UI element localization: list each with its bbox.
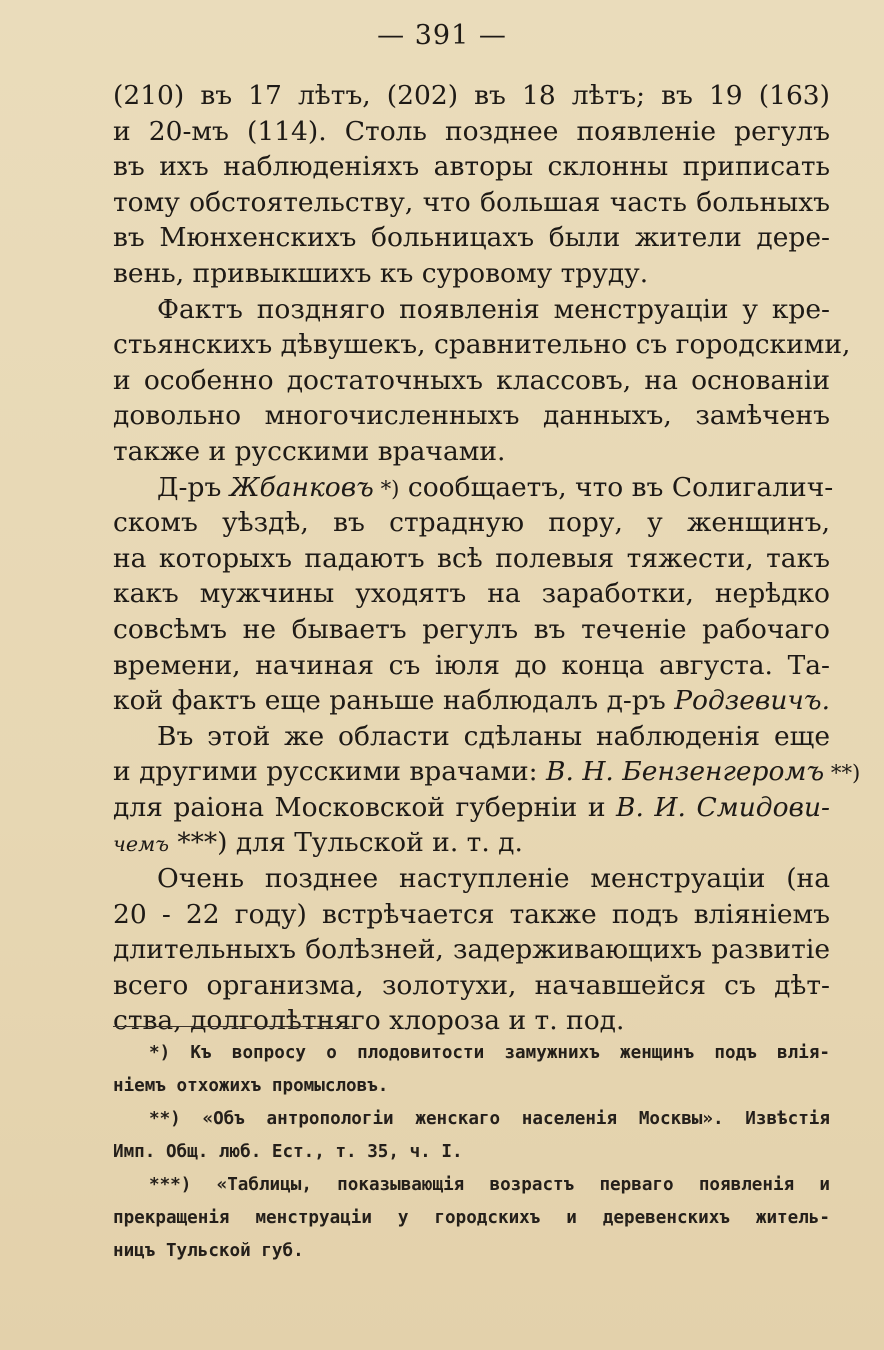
text-line: и особенно достаточныхъ классовъ, на основаніи [113, 364, 830, 396]
footnote-line: ніемъ отхожихъ промысловъ. [113, 1076, 389, 1096]
text-line: довольно многочисленныхъ данныхъ, замѣченъ [113, 400, 830, 432]
text-fragment: сообщаетъ, что въ Солигалич- [399, 471, 834, 503]
text-line: и 20-мъ (114). Столь позднее появленіе регулъ [113, 115, 830, 147]
text-line: длительныхъ болѣзней, задерживающихъ развитіе [113, 934, 830, 966]
text-fragment: кой фактъ еще раньше наблюдалъ д-ръ [113, 685, 675, 717]
text-line: всего организма, золотухи, начавшейся съ дѣт- [113, 969, 830, 1001]
text-line: также и русскими врачами. [113, 435, 506, 467]
text-line: Въ этой же области сдѣланы наблюденія еще [157, 720, 830, 752]
text-fragment: Д-ръ [157, 471, 230, 503]
footnote-line: прекращенія менструаціи у городскихъ и деревенскихъ житель- [113, 1208, 830, 1228]
text-line: Очень позднее наступленіе менструаціи (на [157, 863, 830, 895]
text-line: ства, долголѣтняго хлороза и т. под. [113, 1005, 625, 1037]
text-line: совсѣмъ не бываетъ регулъ въ теченіе рабочаго [113, 613, 830, 645]
text-line: на которыхъ падаютъ всѣ полевыя тяжести, такъ [113, 542, 830, 574]
footnotes [113, 1037, 830, 1268]
text-line [113, 470, 834, 506]
text-fragment: и другими русскими врачами: [113, 756, 546, 788]
text-line: какъ мужчины уходятъ на заработки, нерѣдко [113, 578, 830, 610]
person-name: Жбанковъ [229, 471, 374, 503]
footnote-divider [113, 1026, 353, 1027]
person-name: В. Н. Бензенгеромъ [546, 756, 825, 788]
text-line: вень, привыкшихъ къ суровому труду. [113, 257, 649, 289]
footnote-line: Имп. Общ. люб. Ест., т. 35, ч. I. [113, 1142, 463, 1162]
text-line [113, 790, 830, 826]
text-line [113, 683, 830, 719]
text-line: Фактъ поздняго появленія менструаціи у кре- [157, 293, 830, 325]
text-line: скомъ уѣздѣ, въ страдную пору, у женщинъ, [113, 507, 830, 539]
person-name: Родзевичъ. [674, 685, 830, 717]
footnote-line: **) «Объ антропологіи женскаго населенія Москвы». Извѣстія [149, 1109, 830, 1129]
person-name: В. И. Смидови- [616, 791, 830, 823]
text-line: времени, начиная съ іюля до конца августа. Та- [113, 649, 830, 681]
text-line: тому обстоятельству, что большая часть больныхъ [113, 186, 830, 218]
text-line: въ ихъ наблюденіяхъ авторы склонны приписать [113, 151, 830, 183]
page-number: — 391 — [377, 20, 507, 51]
footnote-line: ницъ Тульской губ. [113, 1241, 304, 1261]
text-fragment: ***) для Тульской и. т. д. [168, 827, 523, 859]
text-line: въ Мюнхенскихъ больницахъ были жители дере- [113, 222, 830, 254]
body-text [113, 78, 861, 1039]
text-line: стьянскихъ дѣвушекъ, сравнительно съ городскими, [113, 329, 851, 361]
text-line: 20 - 22 году) встрѣчается также подъ вліяніемъ [113, 898, 830, 930]
text-line [113, 754, 861, 790]
footnote-line: ***) «Таблицы, показывающія возрастъ перваго появленія и [149, 1175, 830, 1195]
footnote-ref: *) [373, 475, 400, 501]
footnote-line: *) Къ вопросу о плодовитости замужнихъ женщинъ подъ влія- [149, 1043, 830, 1063]
text-line [113, 825, 830, 861]
text-fragment: для раіона Московской губерніи и [113, 791, 617, 823]
text-line: (210) въ 17 лѣтъ, (202) въ 18 лѣтъ; въ 19 (163) [113, 80, 830, 111]
person-name: чемъ [113, 832, 169, 857]
footnote-ref: **) [824, 760, 861, 786]
